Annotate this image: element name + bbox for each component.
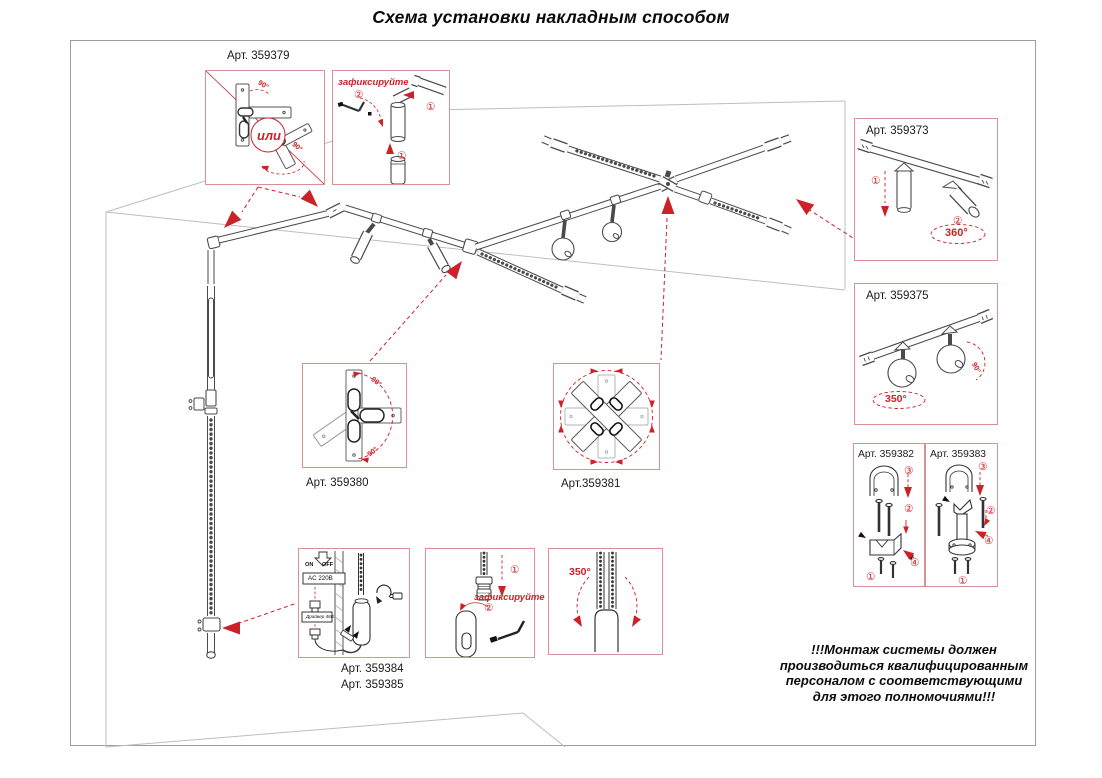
- callout-art359379: [205, 70, 325, 185]
- angle-label: 90°: [290, 139, 305, 154]
- step-1b: ①: [397, 150, 407, 162]
- label-art359383: Арт. 359383: [930, 449, 987, 460]
- step-2: ②: [484, 602, 494, 614]
- callout-art359380: [302, 363, 407, 468]
- step-1: ①: [426, 101, 436, 113]
- callout-fix-bottom: [425, 548, 545, 658]
- installation-warning: [758, 642, 1050, 704]
- step-2: ②: [354, 89, 364, 101]
- callout-art359375: [854, 283, 998, 425]
- label-art359385: Арт. 359385: [341, 679, 404, 691]
- page-title: Схема установки накладным способом: [372, 7, 730, 27]
- step-2: ②: [986, 505, 996, 517]
- step-3: ③: [904, 465, 914, 477]
- fix-label: зафиксируйте: [338, 77, 409, 88]
- cross-plate-illustration: [303, 364, 406, 467]
- warning-line: для этого полномочиями!!!: [812, 688, 996, 704]
- callout-rotation-350: [548, 548, 663, 655]
- callout-art359382: [853, 443, 925, 587]
- label-art359375: Арт. 359375: [866, 290, 929, 302]
- callout-art359383: [925, 443, 998, 587]
- warning-line: персоналом с соответствующими: [785, 673, 1023, 689]
- angle-90-bottom: 90°: [365, 444, 380, 459]
- step-3: ③: [978, 461, 988, 473]
- callout-art359381: [553, 363, 660, 470]
- or-text: или: [257, 128, 281, 143]
- step-1: ①: [866, 571, 876, 583]
- ac-voltage-label: AC 220В: [308, 575, 333, 582]
- angle-label: 90°: [256, 77, 271, 92]
- power-connection-illustration: [299, 549, 409, 657]
- on-label: ON: [305, 562, 314, 568]
- step-4: ④: [910, 557, 920, 569]
- spotlight-track-illustration: [855, 119, 997, 260]
- step-1: ①: [510, 564, 520, 576]
- step-4: ④: [984, 535, 994, 547]
- angle-350: 350°: [885, 393, 907, 405]
- angle-90: 90°: [970, 360, 984, 375]
- warning-line: !!!Монтаж системы должен: [811, 642, 997, 657]
- label-art359381: Арт.359381: [561, 478, 621, 490]
- driver-label: Драйвер 48В: [306, 614, 334, 619]
- label-art359380: Арт. 359380: [306, 477, 369, 489]
- cross-rotation-illustration: [554, 364, 659, 469]
- angle-350: 350°: [569, 566, 591, 578]
- label-art359379: Арт. 359379: [227, 50, 290, 62]
- callout-art359373: [854, 118, 998, 261]
- angle-360: 360°: [945, 227, 968, 239]
- callout-art359384: [298, 548, 410, 658]
- chain-rotation-illustration: [549, 549, 662, 654]
- wall-pole: [189, 236, 220, 659]
- step-2: ②: [904, 503, 914, 515]
- label-art359382: Арт. 359382: [858, 449, 915, 460]
- off-label: OFF: [322, 562, 334, 568]
- fix-label: зафиксируйте: [474, 592, 545, 603]
- callout-fix-top: [332, 70, 450, 185]
- step-2: ②: [953, 215, 963, 227]
- warning-line: производиться квалифицированным: [779, 657, 1029, 673]
- sphere-lamp-illustration: [855, 284, 997, 424]
- step-1: ①: [958, 575, 968, 587]
- angle-90-top: 90°: [369, 374, 384, 389]
- step-1: ①: [871, 175, 881, 187]
- label-art359384: Арт. 359384: [341, 663, 404, 675]
- label-art359373: Арт. 359373: [866, 125, 929, 137]
